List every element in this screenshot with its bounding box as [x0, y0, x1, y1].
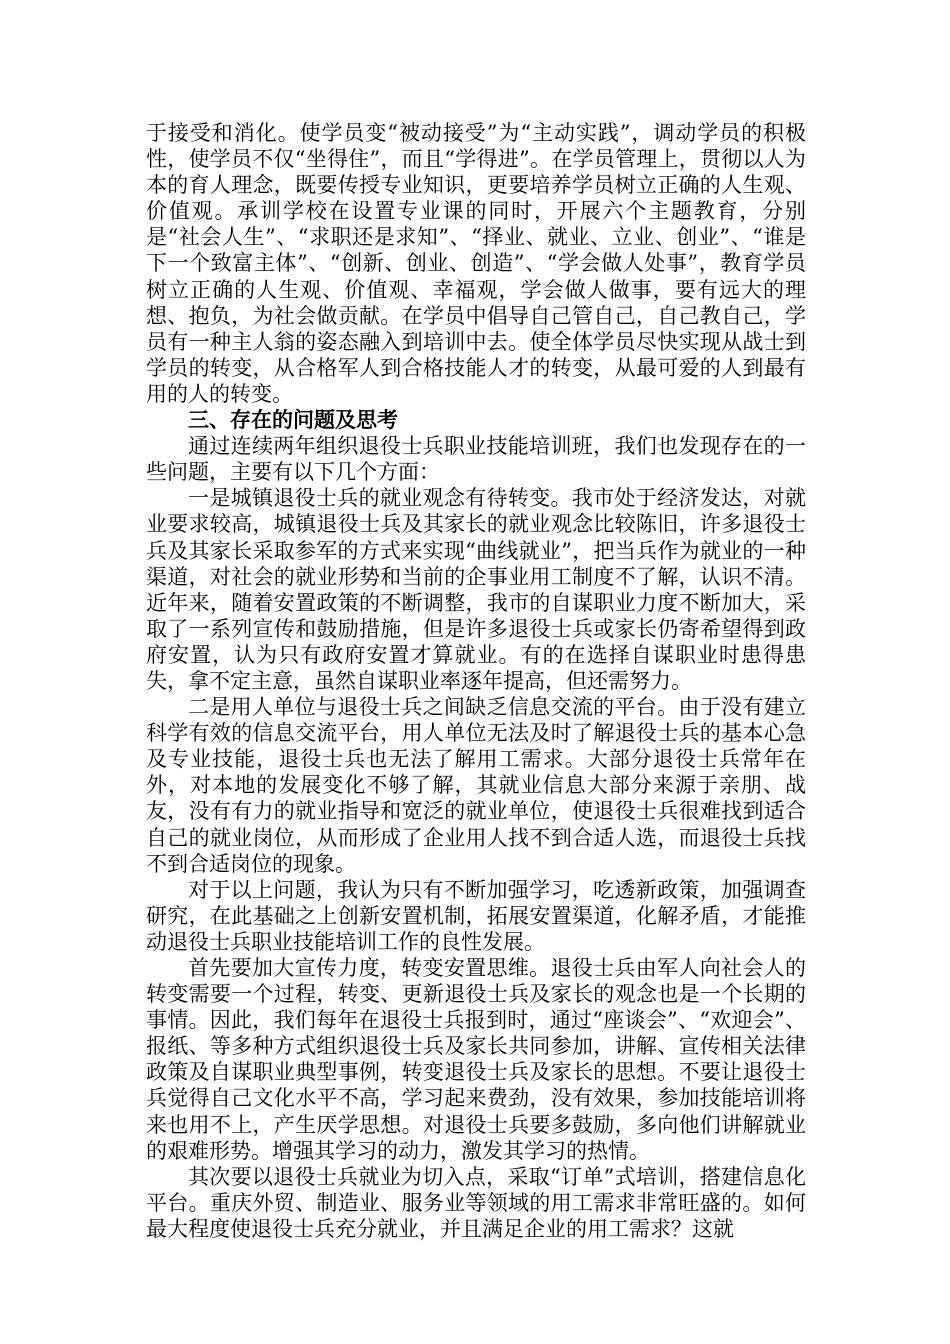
- section-heading: 三、存在的问题及思考: [188, 407, 398, 433]
- document-page: [146, 120, 806, 1242]
- paragraph-issue-2: 二是用人单位与退役士兵之间缺乏信息交流的平台。由于没有建立科学有效的信息交流平台，用人单位无法及时了解退役士兵的基本心急及专业技能，退役士兵也无法了解用工需求。大部分退役士兵常年在外，对本地的发展变化不够了解，其就业信息大部分来源于亲朋、战友，没有有力的就业指导和宽泛的就业单位，使退役士兵很难找到适合自己的就业岗位，从而形成了企业用人找不到合适人选，而退役士兵找不到合适岗位的现象。: [146, 695, 806, 876]
- paragraph-issue-1: 一是城镇退役士兵的就业观念有待转变。我市处于经济发达，对就业要求较高，城镇退役士兵及其家长的就业观念比较陈旧，许多退役士兵及其家长采取参军的方式来实现“曲线就业”，把当兵作为就业的一种渠道，对社会的就业形势和当前的企事业用工制度不了解，认识不清。近年来，随着安置政策的不断调整，我市的自谋职业力度不断加大，采取了一系列宣传和鼓励措施，但是许多退役士兵或家长仍寄希望得到政府安置，认为只有政府安置才算就业。有的在选择自谋职业时患得患失，拿不定主意，虽然自谋职业率逐年提高，但还需努力。: [146, 486, 806, 693]
- paragraph-measure-1: 首先要加大宣传力度，转变安置思维。退役士兵由军人向社会人的转变需要一个过程，转变、更新退役士兵及家长的观念也是一个长期的事情。因此，我们每年在退役士兵报到时，通过“座谈会”、“欢迎会”、报纸、等多种方式组织退役士兵及家长共同参加，讲解、宣传相关法律政策及自谋职业典型事例，转变退役士兵及家长的思想。不要让退役士兵觉得自己文化水平不高，学习起来费劲，没有效果，参加技能培训将来也用不上，产生厌学思想。对退役士兵要多鼓励，多向他们讲解就业的艰难形势。增强其学习的动力，激发其学习的热情。: [146, 956, 806, 1163]
- paragraph-continued: 于接受和消化。使学员变“被动接受”为“主动实践”，调动学员的积极性，使学员不仅“坐得住”，而且“学得进”。在学员管理上，贯彻以人为本的育人理念，既要传授专业知识，更要培养学员树立正确的人生观、价值观。承训学校在设置专业课的同时，开展六个主题教育，分别是“社会人生”、“求职还是求知”、“择业、就业、立业、创业”、“谁是下一个致富主体”、“创新、创业、创造”、“学会做人处事”，教育学员树立正确的人生观、价值观、幸福观，学会做人做事，要有远大的理想、抱负，为社会做贡献。在学员中倡导自己管自己，自己教自己，学员有一种主人翁的姿态融入到培训中去。使全体学员尽快实现从战士到学员的转变，从合格军人到合格技能人才的转变，从最可爱的人到最有用的人的转变。: [146, 121, 806, 406]
- paragraph-intro: 通过连续两年组织退役士兵职业技能培训班，我们也发现存在的一些问题，主要有以下几个方面：: [146, 434, 806, 485]
- paragraph-response: 对于以上问题，我认为只有不断加强学习，吃透新政策，加强调查研究，在此基础之上创新安置机制，拓展安置渠道，化解矛盾，才能推动退役士兵职业技能培训工作的良性发展。: [146, 877, 806, 954]
- paragraph-measure-2: 其次要以退役士兵就业为切入点，采取“订单”式培训，搭建信息化平台。重庆外贸、制造业、服务业等领域的用工需求非常旺盛的。如何最大程度使退役士兵充分就业，并且满足企业的用工需求？这就: [146, 1164, 806, 1241]
